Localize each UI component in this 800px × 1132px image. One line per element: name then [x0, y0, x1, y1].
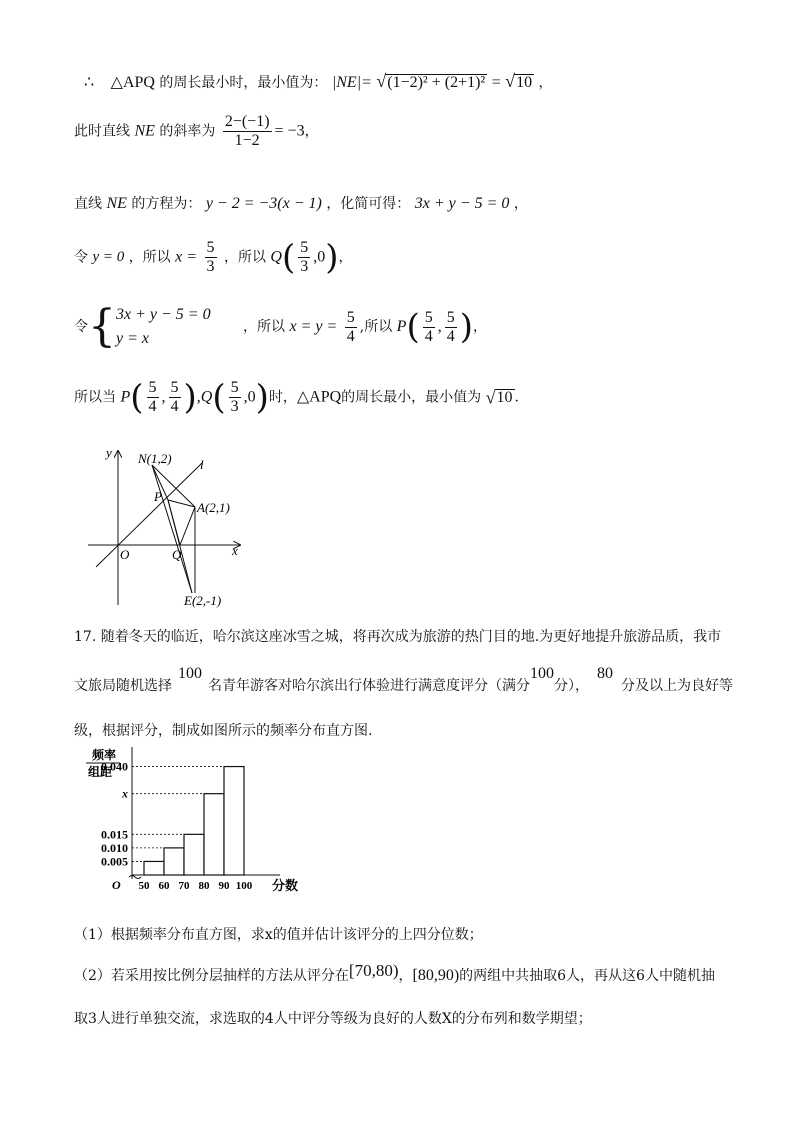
- text: 此时直线: [74, 123, 130, 140]
- period: .: [514, 389, 519, 406]
- y-label-bottom: 组距: [88, 765, 113, 779]
- solution-line-3: [74, 196, 528, 212]
- problem-line-2: [74, 665, 733, 694]
- point-q: Q: [270, 248, 282, 266]
- system-eq-2: y = x: [116, 330, 149, 347]
- question-2-line-2: 取3人进行单独交流，求选取的4人中评分等级为良好的人数X的分布列和数学期望；: [74, 1011, 592, 1027]
- zero: 0: [247, 388, 256, 406]
- zero: 0: [317, 248, 326, 266]
- numerator: 5: [206, 239, 215, 256]
- x-equals: x =: [175, 248, 198, 266]
- text: 令: [74, 249, 88, 266]
- numerator: 5: [446, 308, 455, 326]
- equation-system: [116, 303, 211, 351]
- text: 名青年游客对哈尔滨出行体验进行满意度评分（满分: [208, 678, 530, 694]
- text: （2）若采用按比例分层抽样的方法从评分在: [74, 968, 349, 984]
- therefore-symbol: ∴: [84, 72, 95, 91]
- histogram-bar: [164, 848, 184, 875]
- point-q-label: Q: [172, 547, 182, 562]
- numerator: 5: [170, 379, 179, 396]
- sqrt-ten: 10: [516, 74, 533, 91]
- denominator: 4: [148, 398, 157, 415]
- solution-line-4: 令 y = 0 ，所以 x = $\frac{5}{3}$ ，所以 Q( $\frac{5}{3}$ ,0)，: [74, 237, 353, 278]
- denominator: 3: [206, 258, 215, 275]
- point-p: P: [396, 318, 407, 335]
- system-eq-1: 3x + y − 5 = 0: [116, 306, 211, 323]
- histogram-bar: [184, 834, 204, 875]
- numerator: 5: [148, 379, 157, 396]
- text: 时，: [268, 389, 297, 406]
- line-l-label: l: [200, 457, 204, 472]
- x-tick-label: 50: [138, 880, 150, 892]
- ne-radicand: (1−2)² + (2+1)²: [387, 74, 486, 91]
- text: 分及以上为良好等: [621, 678, 733, 694]
- triangle-apq: △APQ: [110, 74, 155, 91]
- x-equals-y: x = y =: [289, 318, 338, 335]
- text: ,所以: [359, 319, 393, 335]
- slope-result: = −3: [274, 122, 305, 140]
- interval-80-90: [80,90): [412, 967, 460, 984]
- y-zero: y = 0: [92, 249, 125, 265]
- y-tick-label: 0.015: [101, 827, 128, 842]
- denominator: 3: [230, 398, 239, 415]
- text: ，所以: [223, 249, 266, 266]
- y-tick-label: 0.040: [101, 759, 128, 774]
- x-tick-label: 60: [158, 880, 170, 892]
- hist-origin-label: O: [112, 878, 121, 892]
- text: 的两组中共抽取6人，再从这6人中随机抽: [459, 968, 715, 984]
- histogram-bar: [144, 861, 164, 875]
- axis-break-mark: [129, 876, 141, 879]
- number-100: 100: [178, 665, 202, 682]
- solution-line-1: ∴ △APQ 的周长最小时，最小值为： |NE|= √(1−2)² + (2+1)² = √10 ，: [84, 71, 553, 91]
- segment-q-a: [180, 507, 195, 545]
- interval-70-80: [70,80): [348, 961, 399, 980]
- origin-label: O: [120, 547, 130, 562]
- histogram-bar: [224, 767, 244, 875]
- triangle-apq: △APQ: [296, 388, 342, 406]
- text: 的周长最小，最小值为: [341, 389, 482, 406]
- point-p-label: P: [154, 489, 162, 504]
- point-p: P: [120, 388, 131, 406]
- text: 的斜率为: [159, 123, 216, 140]
- comma: ，: [538, 75, 553, 91]
- denominator: 4: [346, 327, 355, 345]
- question-1: （1）根据频率分布直方图，求x的值并估计该评分的上四分位数；: [74, 927, 483, 943]
- x-tick-label: 90: [218, 880, 230, 892]
- ne-label: NE: [106, 195, 127, 212]
- problem-line-1: 17. 随着冬天的临近，哈尔滨这座冰雪之城，将再次成为旅游的热门目的地.为更好地提升旅游品质，我市: [74, 629, 722, 645]
- point-a-label: A(2,1): [197, 500, 230, 515]
- y-axis-label: y: [106, 445, 112, 460]
- text: 的周长最小时，最小值为：: [159, 75, 328, 91]
- numerator: 5: [300, 239, 309, 256]
- sqrt-ten: 10: [496, 389, 513, 406]
- y-tick-label: 0.005: [101, 854, 128, 869]
- x-tick-label: 80: [198, 880, 210, 892]
- solution-line-2: 此时直线 NE 的斜率为 $\frac{2-(-1)}{1-2}$ = −3，: [74, 113, 319, 149]
- text: ，所以: [243, 319, 286, 335]
- x-tick-label: 100: [235, 880, 253, 892]
- y-tick-label: 0.010: [101, 840, 128, 855]
- text: ，所以: [128, 249, 171, 266]
- denominator: 4: [424, 327, 433, 345]
- text: 令: [74, 319, 88, 335]
- number-100: 100: [530, 665, 554, 682]
- text: ，: [398, 968, 413, 984]
- comma: ，: [513, 196, 528, 212]
- text: 的方程为：: [131, 196, 202, 212]
- question-2-line-1: [74, 961, 715, 984]
- text: 直线: [74, 196, 102, 212]
- point-e-label: E(2,-1): [184, 593, 222, 608]
- frequency-histogram: [70, 745, 310, 905]
- x-tick-label: 70: [178, 880, 190, 892]
- point-n-label: N(1,2): [138, 451, 172, 466]
- equals: =: [491, 74, 501, 91]
- slope-numerator: 2−(−1): [224, 113, 270, 130]
- y-label-top: 频率: [92, 748, 117, 762]
- slope-denominator: 1−2: [234, 132, 260, 149]
- numerator: 5: [230, 379, 239, 396]
- x-axis-label: 分数: [272, 878, 299, 893]
- ne-label: NE: [134, 122, 155, 140]
- text: 分），: [554, 678, 589, 694]
- point-q: Q: [200, 388, 213, 406]
- numerator: 5: [424, 308, 433, 326]
- denominator: 4: [170, 398, 179, 415]
- denominator: 3: [300, 258, 309, 275]
- number-80: 80: [597, 665, 613, 682]
- text: ，化简可得：: [326, 196, 411, 212]
- text: 所以当: [74, 389, 116, 406]
- text: 文旅局随机选择: [74, 678, 172, 694]
- geometry-figure: [80, 445, 260, 610]
- solution-line-5: 令{3x + y − 5 = 0 y = x ，所以 x = y = $\frac{5}{4}$ ,所以 P( $\frac{5}{4}$ , $\frac{5}{4}$ )，: [74, 301, 487, 352]
- problem-line-3: 级，根据评分，制成如图所示的频率分布直方图.: [74, 723, 373, 739]
- line-l: [96, 463, 202, 567]
- y-tick-label: x: [122, 786, 128, 801]
- line-equation: y − 2 = −3(x − 1): [205, 195, 322, 212]
- numerator: 5: [346, 308, 355, 326]
- histogram-bar: [204, 794, 224, 875]
- slope-fraction: [223, 114, 272, 149]
- solution-line-6: 所以当 P( $\frac{5}{4}$ , $\frac{5}{4}$ ),Q( $\frac{5}{3}$ ,0)时，△APQ的周长最小，最小值为 √10 .: [74, 377, 519, 418]
- ne-abs: |NE|=: [331, 74, 372, 91]
- denominator: 4: [446, 327, 455, 345]
- line-equation-simplified: 3x + y − 5 = 0: [414, 195, 510, 212]
- x-axis-label: x: [232, 543, 238, 558]
